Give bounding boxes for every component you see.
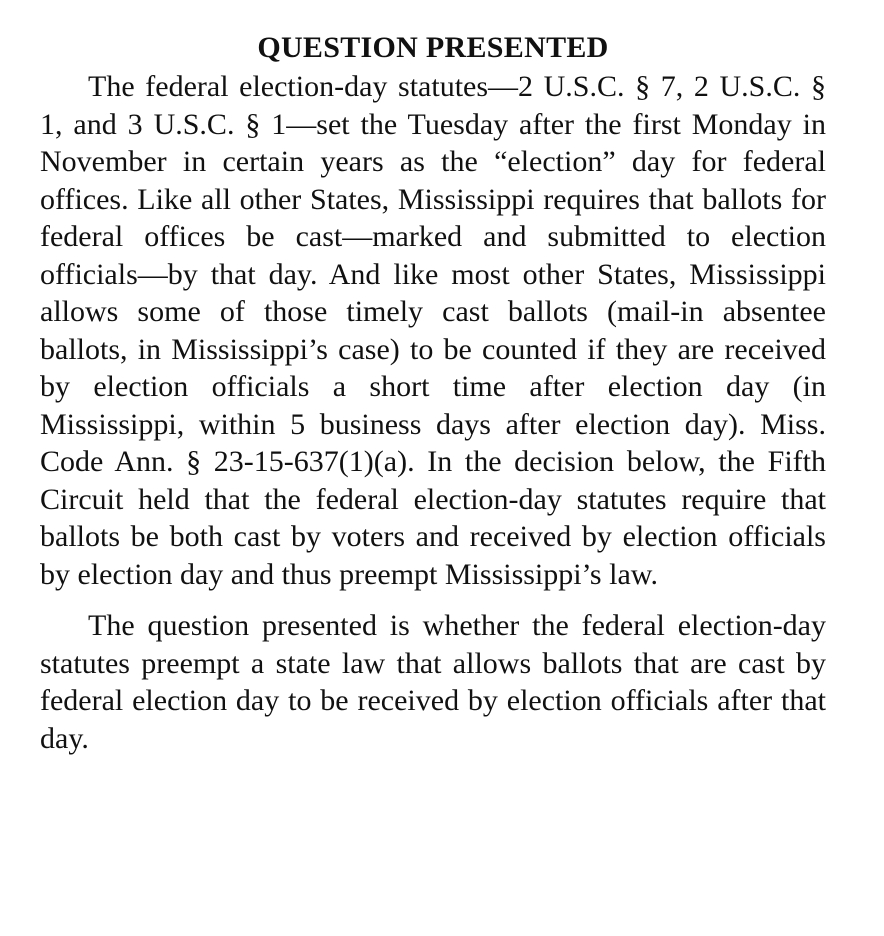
section-heading: QUESTION PRESENTED xyxy=(257,31,609,64)
document-page xyxy=(40,28,826,757)
paragraph-1: The federal election-day statutes—2 U.S.C. § 7, 2 U.S.C. § 1, and 3 U.S.C. § 1—set the Tuesday after the first Monday in November in certain years as the “election” day for federal offices. Like all other States, Mississippi requires that ballots for federal offices be cast—marked and submitted to election officials—by that day. And like most other States, Mississippi allows some of those timely cast ballots (mail-in absentee ballots, in Mississippi’s case) to be counted if they are received by election officials a short time after election day (in Mississippi, within 5 business days after election day). Miss. Code Ann. § 23-15-637(1)(a). In the decision below, the Fifth Circuit held that the federal election-day statutes require that ballots be both cast by voters and received by election officials by election day and thus preempt Mississippi’s law. xyxy=(40,70,826,591)
paragraph-2: The question presented is whether the federal election-day statutes preempt a state law that allows ballots that are cast by federal election day to be received by election officials after that day. xyxy=(40,609,826,755)
